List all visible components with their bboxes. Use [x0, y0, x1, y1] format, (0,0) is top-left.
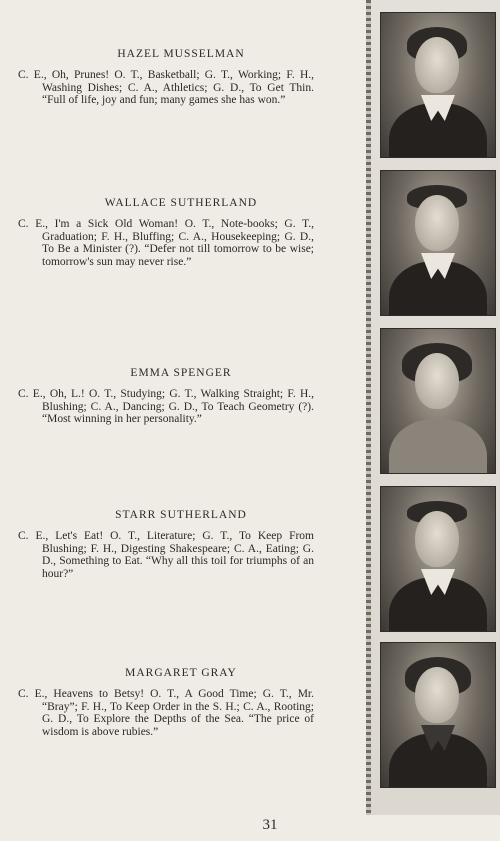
portrait-photo	[380, 642, 496, 788]
entry-name: STARR SUTHERLAND	[115, 509, 247, 521]
portrait-photo	[380, 328, 496, 474]
entry-margaret-gray	[14, 667, 314, 738]
entry-starr-sutherland	[14, 509, 314, 580]
entry-bio: C. E., Oh, Prunes! O. T., Basketball; G. T., Working; F. H., Washing Dishes; C. A., Athletics; G. D., To Get Thin. “Full of life, joy and fun; many games she has won.”	[18, 69, 314, 107]
entry-wallace-sutherland	[14, 197, 314, 268]
entry-name: EMMA SPENGER	[130, 367, 232, 379]
entry-name: MARGARET GRAY	[125, 667, 237, 679]
portrait-photo	[380, 12, 496, 158]
entry-bio: C. E., Let's Eat! O. T., Literature; G. T., To Keep From Blushing; F. H., Digesting Shakespeare; C. A., Eating; G. D., Something to Eat. “Why all this toil for triumphs of an hour?”	[18, 530, 314, 580]
entry-name: WALLACE SUTHERLAND	[104, 197, 258, 209]
entry-name: HAZEL MUSSELMAN	[117, 48, 245, 60]
entry-bio: C. E., Heavens to Betsy! O. T., A Good Time; G. T., Mr. “Bray”; F. H., To Keep Order in the S. H.; C. A., Rooting; G. D., To Explore the Depths of the Sea. “The price of wisdom is above rubies.”	[18, 688, 314, 738]
entry-bio: C. E., Oh, L.! O. T., Studying; G. T., Walking Straight; F. H., Blushing; C. A., Dancing; G. D., To Teach Geometry (?). “Most winning in her personality.”	[18, 388, 314, 426]
entry-bio: C. E., I'm a Sick Old Woman! O. T., Note-books; G. T., Graduation; F. H., Bluffing; C. A., Housekeeping; G. D., To Be a Minister (?). “Defer not till tomorrow to be wise; tomorrow's sun may never rise.”	[18, 218, 314, 268]
portrait-photo	[380, 486, 496, 632]
page-number: 31	[262, 817, 278, 833]
entry-hazel-musselman	[14, 48, 314, 107]
entry-emma-spenger	[14, 367, 314, 426]
portrait-photo	[380, 170, 496, 316]
